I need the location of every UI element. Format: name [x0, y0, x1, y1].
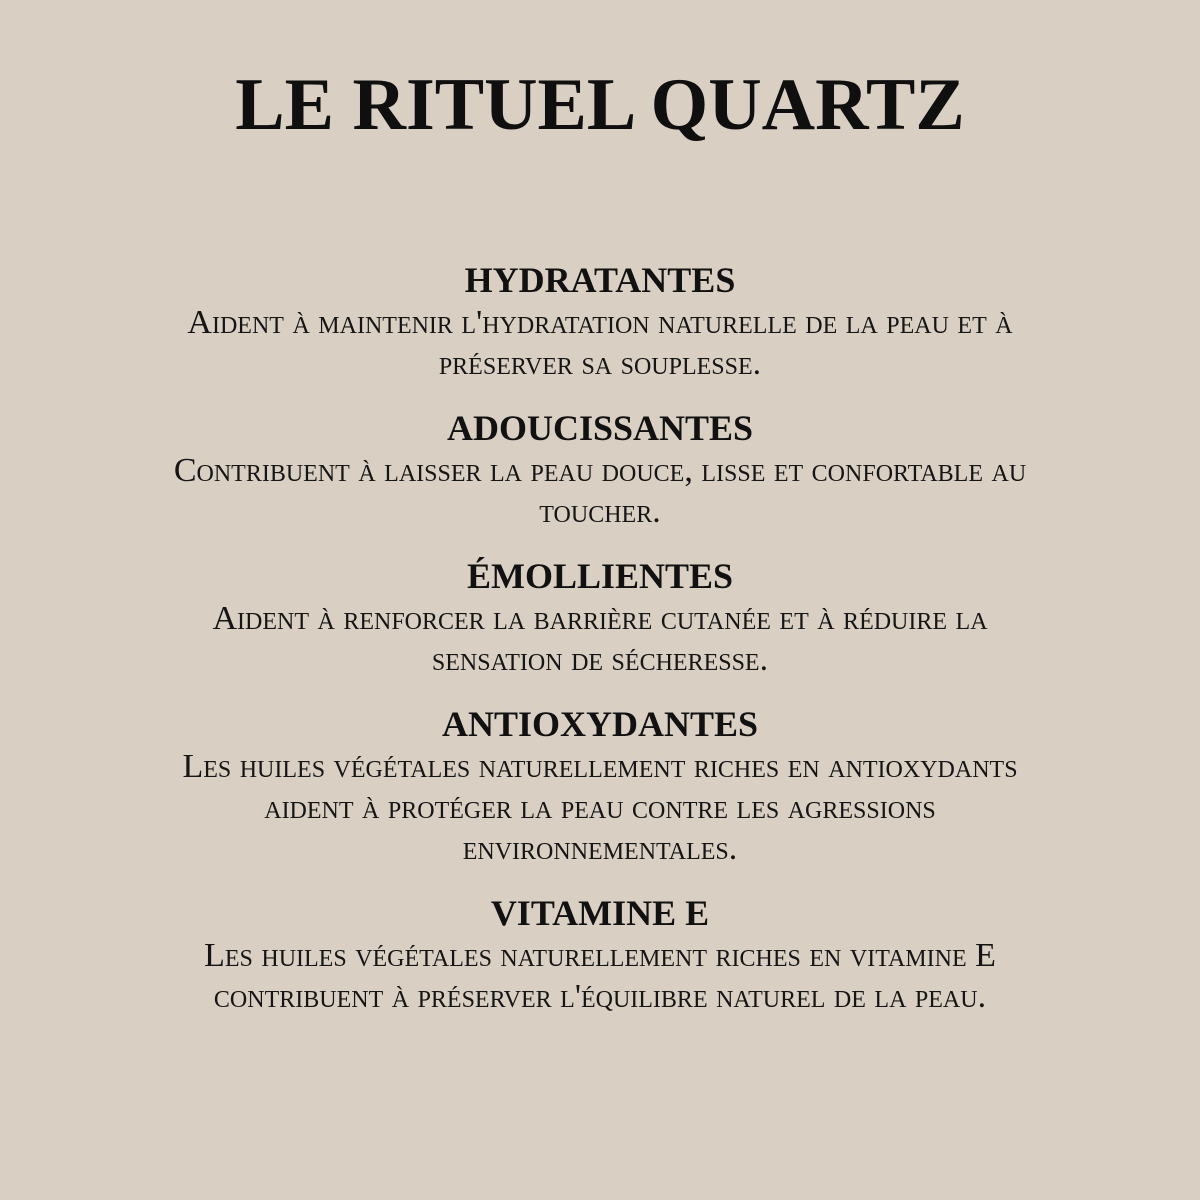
benefit-description: Les huiles végétales naturellement riches en vitamine E contribuent à préserver l'équilibre naturel de la peau. — [204, 937, 996, 1015]
benefit-heading: HYDRATANTES — [464, 260, 736, 300]
benefit-description: Aident à maintenir l'hydratation naturelle de la peau et à préserver sa souplesse. — [187, 304, 1013, 382]
benefit-heading: ADOUCISSANTES — [446, 408, 754, 448]
benefit-adoucissantes — [150, 406, 1050, 532]
benefit-heading: VITAMINE E — [490, 893, 710, 933]
benefit-description: Les huiles végétales naturellement riches en antioxydants aident à protéger la peau contre les agressions environnementales. — [182, 748, 1018, 867]
benefit-heading: ÉMOLLIENTES — [466, 556, 734, 596]
benefit-vitamine-e — [150, 891, 1050, 1017]
benefits-list — [150, 258, 1050, 1039]
benefit-heading: ANTIOXYDANTES — [441, 704, 759, 744]
benefit-description: Contribuent à laisser la peau douce, lisse et confortable au toucher. — [173, 452, 1027, 530]
benefit-hydratantes — [150, 258, 1050, 384]
benefit-description: Aident à renforcer la barrière cutanée et à réduire la sensation de sécheresse. — [212, 600, 988, 678]
benefit-antioxydantes — [150, 702, 1050, 869]
page-title: LE RITUEL QUARTZ — [235, 64, 965, 146]
benefit-emollientes — [150, 554, 1050, 680]
